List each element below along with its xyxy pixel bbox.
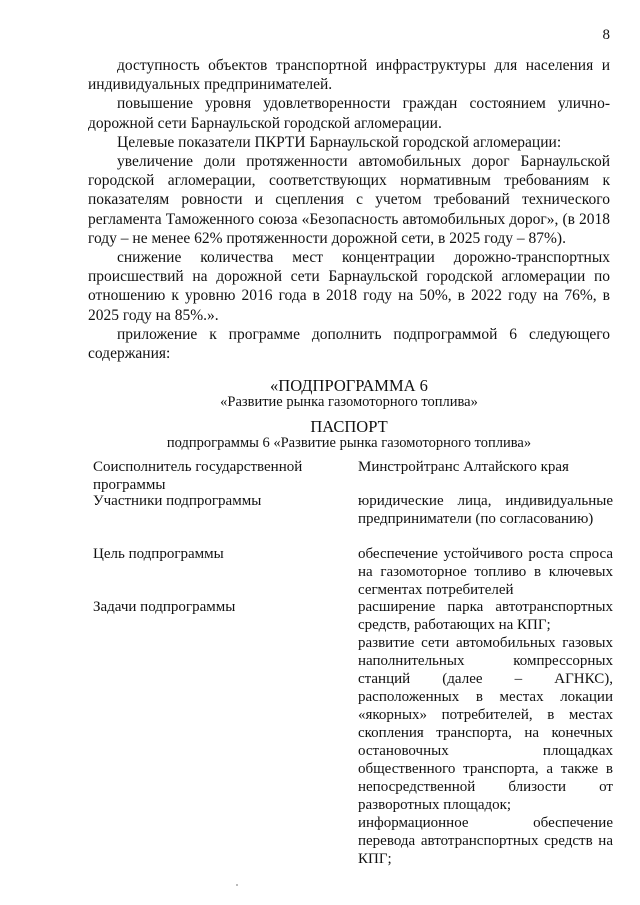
row-value	[358, 492, 613, 528]
value-line: юридические лица, индивидуальные предприниматели (по согласованию)	[358, 493, 613, 527]
page-number: 8	[602, 27, 610, 43]
value-line: обеспечение устойчивого роста спроса на газомоторное топливо в ключевых сегментах потребителей	[358, 546, 613, 598]
scan-dot	[236, 884, 238, 886]
paragraph: повышение уровня удовлетворенности граждан состоянием улично-дорожной сети Барнаульской городской агломерации.	[88, 95, 610, 132]
paragraph: снижение количества мест концентрации дорожно-транспортных происшествий на дорожной сети Барнаульской городской агломерации по отношению к уровню 2016 года в 2018 году на 50%, в 2022 году на 76%, в 2025 году на 85%.».	[88, 249, 610, 324]
passport-subtitle: подпрограммы 6 «Развитие рынка газомоторного топлива»	[166, 435, 532, 451]
value-line: развитие сети автомобильных газовых наполнительных компрессорных станций (далее – АГНКС), расположенных в местах локации «якорных» потребителей, в местах скопления транспорта, на конечных остановочных площадках общественного транспорта, а также в непосредственной близости от разворотных площадок;	[358, 635, 613, 813]
row-label: Задачи подпрограммы	[93, 599, 236, 615]
row-label: Цель подпрограммы	[93, 546, 224, 562]
passport-title: ПАСПОРТ	[310, 417, 388, 436]
subprogram-subtitle: «Развитие рынка газомоторного топлива»	[220, 394, 478, 410]
paragraph: приложение к программе дополнить подпрограммой 6 следующего содержания:	[88, 325, 610, 363]
row-value	[358, 545, 613, 599]
row-value	[358, 598, 613, 868]
paragraph: Целевые показатели ПКРТИ Барнаульской городской агломерации:	[117, 133, 562, 151]
row-value	[358, 458, 613, 476]
value-line: расширение парка автотранспортных средств, работающих на КПГ;	[358, 599, 613, 633]
row-label: Соисполнитель государственной программы	[93, 459, 303, 493]
paragraph: доступность объектов транспортной инфраструктуры для населения и индивидуальных предпринимателей.	[88, 57, 610, 94]
subprogram-heading	[88, 377, 610, 411]
passport-heading	[88, 418, 610, 452]
body-text	[88, 56, 610, 363]
subprogram-title: «ПОДПРОГРАММА 6	[270, 376, 428, 395]
value-line: информационное обеспечение перевода автотранспортных средств на КПГ;	[358, 815, 613, 867]
paragraph: увеличение доли протяженности автомобильных дорог Барнаульской городской агломерации, соответствующих нормативным требованиям к показателям ровности и сцепления с учетом требований технического регламента Таможенного союза «Безопасность автомобильных дорог», (в 2018 году – не менее 62% протяженности дорожной сети, в 2025 году – 87%).	[88, 153, 610, 247]
value-line: Минстройтранс Алтайского края	[358, 459, 569, 475]
row-label: Участники подпрограммы	[93, 493, 262, 509]
